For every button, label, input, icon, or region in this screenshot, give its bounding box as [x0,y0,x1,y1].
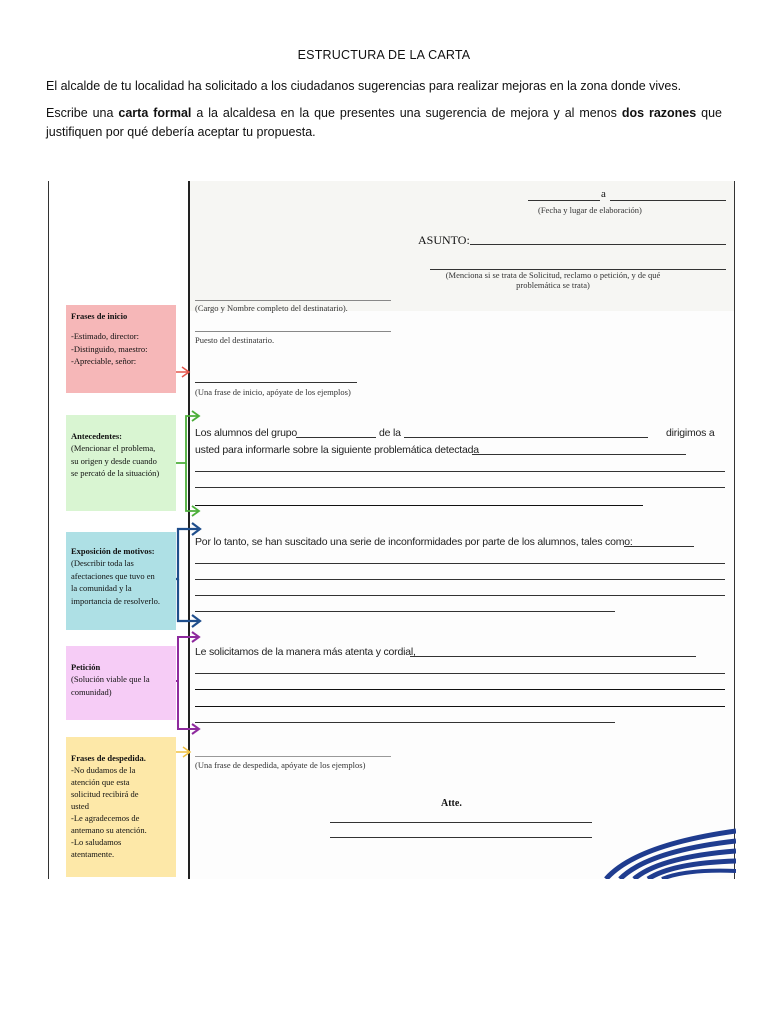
bracket-motivos-bottom-icon [178,579,198,621]
bracket-antecedentes-icon [176,416,198,463]
date-hint: (Fecha y lugar de elaboración) [538,205,642,215]
closing-hint: (Una frase de despedida, apóyate de los ejemplos) [195,760,366,770]
box-motivos-title: Exposición de motivos: [71,546,155,556]
box-despedida-line: usted [71,801,89,811]
recipient-hint: (Cargo y Nombre completo del destinatario). [195,303,348,313]
antecedentes-text-2: de la [379,427,401,439]
box-antecedentes-line: se percató de la situación) [71,468,160,478]
box-despedida-line: -Le agradecemos de [71,813,140,823]
date-a: a [601,188,606,200]
box-peticion-line: comunidad) [71,686,112,697]
bracket-antecedentes-bottom-icon [186,463,198,511]
box-frases-inicio-line: -Estimado, director: [71,331,139,341]
asunto-label: ASUNTO: [418,233,470,247]
bracket-peticion-bottom-icon [178,681,198,729]
asunto-hint: (Menciona si se trata de Solicitud, reclamo o petición, y de qué problemática se trata) [445,270,661,290]
box-motivos-line: importancia de resolverlo. [71,595,160,606]
greeting-hint: (Una frase de inicio, apóyate de los ejemplos) [195,387,351,397]
box-antecedentes-line: (Mencionar el problema, [71,443,156,453]
box-despedida-line: antemano su atención. [71,825,147,835]
box-peticion-title: Petición [71,662,101,672]
box-despedida-line: -Lo saludamos [71,837,122,847]
box-peticion-line: (Solución viable que la [71,674,150,684]
intro-paragraph: El alcalde de tu localidad ha solicitado a los ciudadanos sugerencias para realizar mejoras en la zona donde vives. [46,79,682,93]
box-frases-inicio-title: Frases de inicio [71,311,128,321]
document-title: ESTRUCTURA DE LA CARTA [297,48,471,62]
box-frases-inicio-line: -Distinguido, maestro: [71,343,148,354]
box-motivos-line: (Describir toda las [71,558,134,568]
box-despedida-line: -No dudamos de la [71,765,136,775]
box-despedida-line: atentamente. [71,849,115,859]
instruction-text-1: Escribe una [46,106,119,120]
peticion-text: Le solicitamos de la manera más atenta y cordial, [195,646,416,658]
instruction-text-2: a la alcaldesa en la que presentes una sugerencia de mejora y al menos [191,106,622,120]
box-frases-inicio-line: -Apreciable, señor: [71,356,137,366]
position-hint: Puesto del destinatario. [195,335,275,345]
connector-arrows [48,181,736,879]
instruction-text-3: que justifiquen por qué debería aceptar tu propuesta. [46,106,723,139]
box-despedida-line: atención que esta [71,777,130,787]
motivos-text: Por lo tanto, se han suscitado una serie de inconformidades por parte de los alumnos, tales como: [195,536,633,548]
antecedentes-text-3: dirigimos a [666,427,715,439]
bracket-motivos-icon [176,529,198,579]
bracket-peticion-icon [176,637,198,681]
instruction-bold-dos-razones: dos razones [621,106,697,120]
antecedentes-text-1: Los alumnos del grupo [195,427,298,439]
antecedentes-text-4: usted para informarle sobre la siguiente problemática detectada [195,444,479,456]
box-antecedentes-title: Antecedentes: [71,431,122,441]
instruction-bold-carta-formal: carta formal [118,106,192,120]
box-motivos-line: la comunidad y la [71,583,132,593]
box-antecedentes-line: su origen y desde cuando [71,455,157,466]
box-motivos-line: afectaciones que tuvo en [71,570,155,581]
box-despedida-line: solicitud recibirá de [71,789,139,799]
letter-template-image [48,181,736,879]
atte-label: Atte. [441,798,462,809]
box-despedida-title: Frases de despedida. [71,753,146,763]
instruction-paragraph [46,104,722,142]
